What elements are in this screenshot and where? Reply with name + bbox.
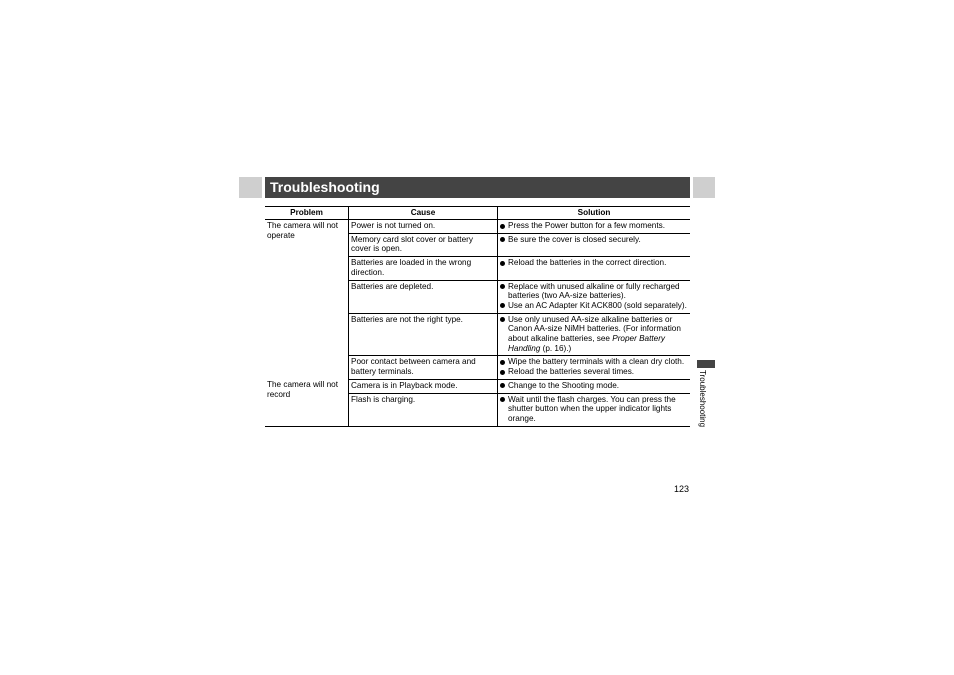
solution-cell [498,313,691,356]
header-solution: Solution [498,207,691,220]
solution-cell [498,233,691,256]
page-number: 123 [674,484,690,494]
cause-cell: Flash is charging. [349,393,498,426]
header-cause: Cause [349,207,498,220]
solution-item: Wipe the battery terminals with a clean dry cloth. [500,357,688,367]
cause-cell: Poor contact between camera and battery terminals. [349,356,498,379]
cause-cell: Batteries are depleted. [349,280,498,313]
left-margin-tab [239,177,262,198]
solution-item: Change to the Shooting mode. [500,381,688,391]
table-header-row [265,207,690,220]
cause-cell: Camera is in Playback mode. [349,379,498,393]
solution-item: Use an AC Adapter Kit ACK800 (sold separately). [500,301,688,311]
solution-cell [498,393,691,426]
solution-item: Use only unused AA-size alkaline batteries or Canon AA-size NiMH batteries. (For information about alkaline batteries, see Proper Battery Handling (p. 16).) [500,315,688,354]
solution-item: Replace with unused alkaline or fully recharged batteries (two AA-size batteries). [500,282,688,301]
table-row [265,220,690,234]
cause-cell: Power is not turned on. [349,220,498,234]
solution-cell [498,257,691,280]
solution-cell [498,379,691,393]
solution-item: Be sure the cover is closed securely. [500,235,688,245]
battery-handling-reference: Proper Battery Handling [508,334,666,353]
solution-cell [498,220,691,234]
solution-item: Wait until the flash charges. You can press the shutter button when the upper indicator lights orange. [500,395,688,424]
bullet-icon [500,261,505,266]
bullet-icon [500,317,505,322]
bullet-icon [500,224,505,229]
solution-cell [498,280,691,313]
bullet-icon [500,360,505,365]
chapter-side-label: Troubleshooting [698,370,707,428]
solution-item: Press the Power button for a few moments. [500,221,688,231]
solution-item: Reload the batteries several times. [500,367,688,377]
cause-cell: Batteries are loaded in the wrong direction. [349,257,498,280]
bullet-icon [500,284,505,289]
bullet-icon [500,383,505,388]
section-title: Troubleshooting [265,177,690,198]
bullet-icon [500,397,505,402]
cause-cell: Batteries are not the right type. [349,313,498,356]
troubleshooting-table [265,206,690,427]
problem-cell: The camera will not record [265,379,349,426]
chapter-thumb-tab [697,360,715,368]
problem-cell: The camera will not operate [267,221,338,240]
solution-cell [498,356,691,379]
solution-item: Reload the batteries in the correct direction. [500,258,688,268]
header-problem: Problem [265,207,349,220]
bullet-icon [500,303,505,308]
bullet-icon [500,237,505,242]
table-row [265,379,690,393]
cause-cell: Memory card slot cover or battery cover is open. [349,233,498,256]
bullet-icon [500,370,505,375]
right-margin-tab [693,177,715,198]
